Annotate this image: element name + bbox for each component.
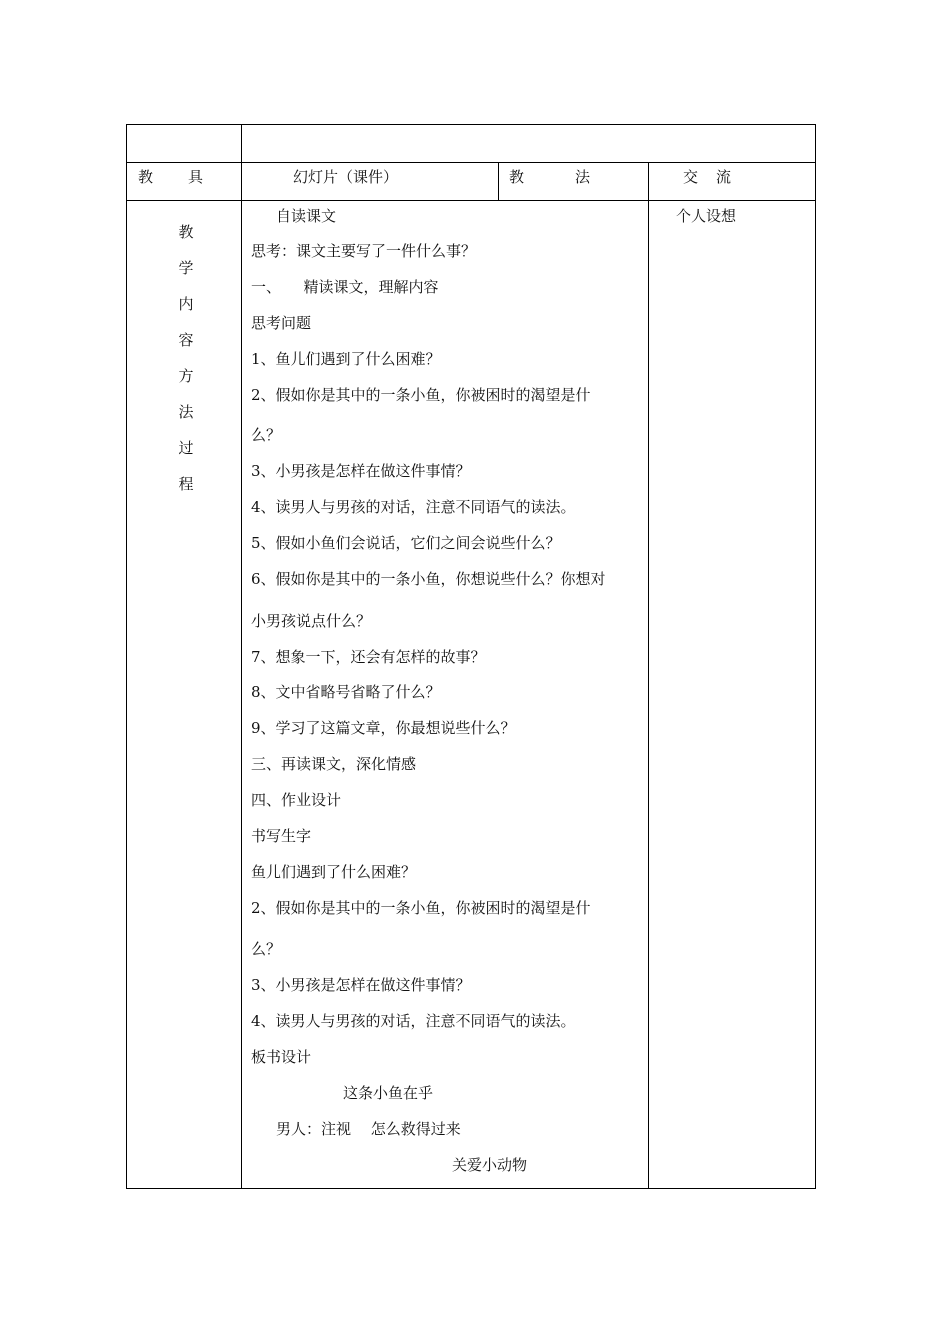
content-line: 关爱小动物 [452, 1156, 528, 1174]
content-line: 自读课文 [276, 207, 337, 225]
content-line: 7、想象一下，还会有怎样的故事？ [251, 648, 486, 666]
content-line: 1、鱼儿们遇到了什么困难？ [251, 350, 441, 368]
content-line: 么？ [251, 940, 282, 958]
content-line: 9、学习了这篇文章，你最想说些什么？ [251, 719, 516, 737]
label-char: 容 [178, 331, 194, 349]
content-line: 小男孩说点什么？ [251, 612, 372, 630]
content-line: 书写生字 [251, 827, 312, 845]
table-border-top [126, 124, 816, 125]
content-line: 4、读男人与男孩的对话，注意不同语气的读法。 [251, 498, 576, 516]
content-line: 2、假如你是其中的一条小鱼，你被困时的渴望是什 [251, 899, 591, 917]
content-line: 男人：注视 怎么救得过来 [276, 1120, 461, 1138]
label-char: 程 [178, 475, 194, 493]
personal-ideas-title: 个人设想 [676, 207, 737, 225]
content-line: 么？ [251, 426, 282, 444]
table-divider-2 [498, 162, 499, 201]
content-line: 三、再读课文，深化情感 [251, 755, 417, 773]
content-line: 思考问题 [251, 314, 312, 332]
content-line: 6、假如你是其中的一条小鱼，你想说些什么？你想对 [251, 570, 606, 588]
label-char: 内 [178, 295, 194, 313]
table-border-row1 [126, 162, 816, 163]
content-line: 5、假如小鱼们会说话，它们之间会说些什么？ [251, 534, 561, 552]
label-char: 教 [178, 223, 194, 241]
table-border-left [126, 124, 127, 1189]
method-label-char-2: 法 [575, 168, 591, 186]
table-divider-3 [648, 162, 649, 1189]
table-border-bottom [126, 1188, 816, 1189]
label-char: 过 [178, 439, 194, 457]
content-line: 2、假如你是其中的一条小鱼，你被困时的渴望是什 [251, 386, 591, 404]
content-line: 3、小男孩是怎样在做这件事情？ [251, 976, 471, 994]
table-border-right [815, 124, 816, 1189]
label-char: 法 [178, 403, 194, 421]
teaching-process-label [176, 223, 196, 511]
label-char: 学 [178, 259, 194, 277]
content-line: 一、 精读课文，理解内容 [251, 278, 439, 296]
content-line: 鱼儿们遇到了什么困难？ [251, 863, 417, 881]
content-line: 四、作业设计 [251, 791, 342, 809]
content-line: 板书设计 [251, 1048, 312, 1066]
method-value-char-1: 交 [683, 168, 699, 186]
content-line: 这条小鱼在乎 [343, 1084, 434, 1102]
content-line: 3、小男孩是怎样在做这件事情？ [251, 462, 471, 480]
content-line: 8、文中省略号省略了什么？ [251, 683, 441, 701]
table-border-row2 [126, 200, 816, 201]
tools-value: 幻灯片（课件） [293, 168, 399, 186]
tools-label-char-1: 教 [138, 168, 154, 186]
label-char: 方 [178, 367, 194, 385]
content-line: 4、读男人与男孩的对话，注意不同语气的读法。 [251, 1012, 576, 1030]
method-value-char-2: 流 [716, 168, 732, 186]
tools-label-char-2: 具 [188, 168, 204, 186]
content-line: 思考：课文主要写了一件什么事？ [251, 242, 477, 260]
method-label-char-1: 教 [509, 168, 525, 186]
table-divider-1 [241, 124, 242, 1189]
